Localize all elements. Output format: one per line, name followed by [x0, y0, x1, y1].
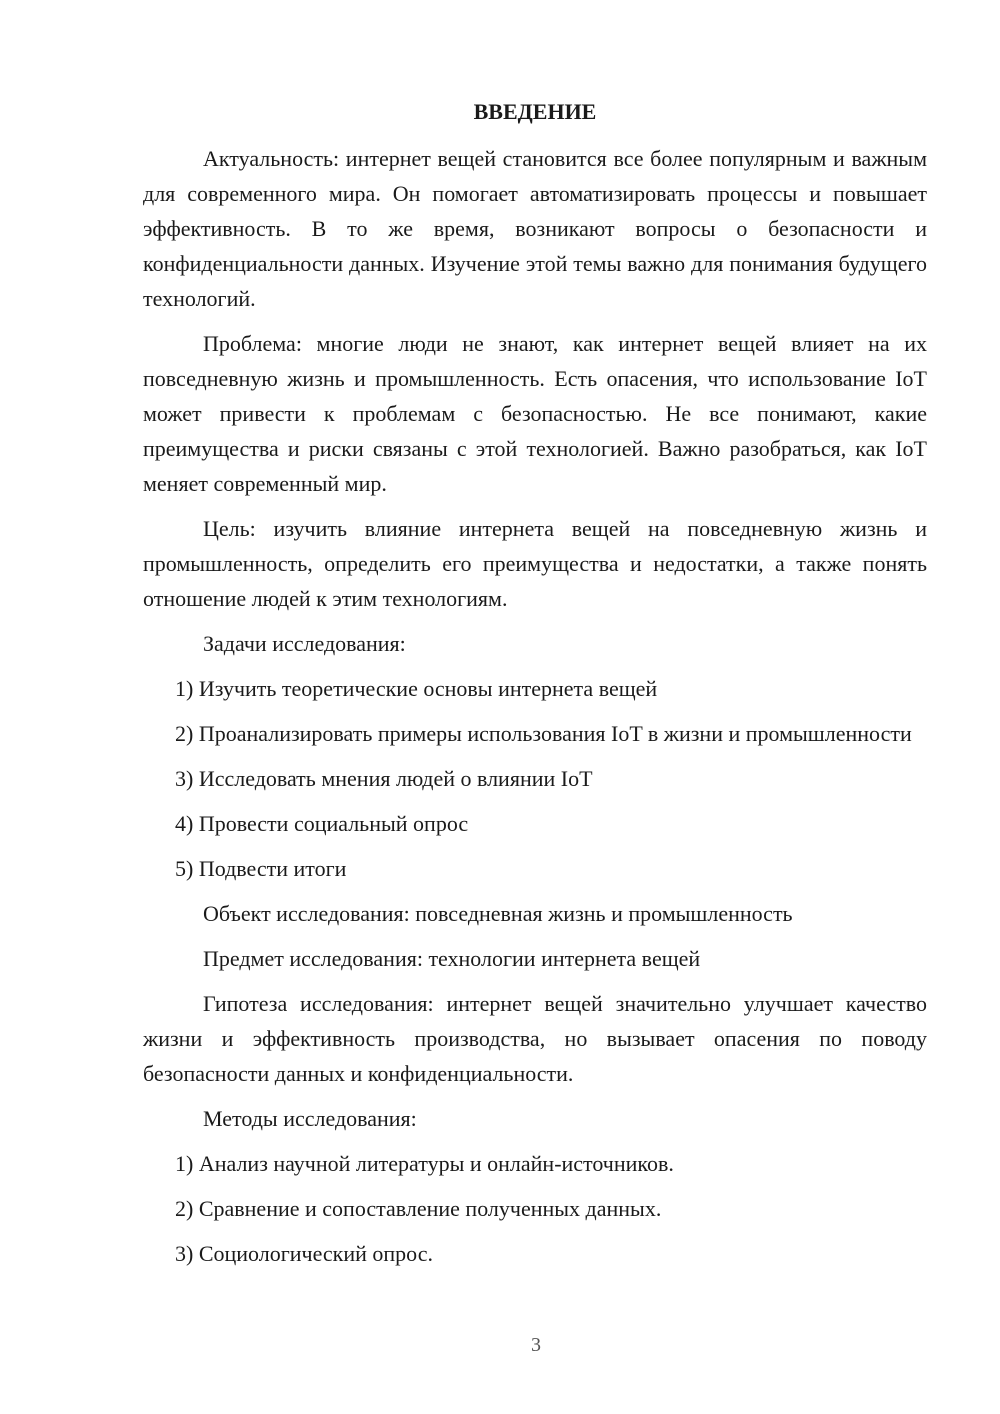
research-subject: Предмет исследования: технологии интернета вещей — [203, 946, 701, 971]
hypothesis-paragraph: Гипотеза исследования: интернет вещей значительно улучшает качество жизни и эффективность производства, но вызывает опасения по поводу безопасности данных и конфиденциальности. — [143, 991, 927, 1086]
tasks-heading: Задачи исследования: — [203, 631, 406, 656]
page-content — [143, 94, 927, 1281]
task-item: 4) Провести социальный опрос — [175, 811, 469, 836]
problem-paragraph: Проблема: многие люди не знают, как интернет вещей влияет на их повседневную жизнь и промышленность. Есть опасения, что использование IoT может привести к проблемам с безопасностью. Не все понимают, какие преимущества и риски связаны с этой технологией. Важно разобраться, как IoT меняет современный мир. — [143, 331, 927, 496]
method-item: 3) Социологический опрос. — [175, 1241, 433, 1266]
method-item: 1) Анализ научной литературы и онлайн-источников. — [175, 1151, 674, 1176]
task-item: 2) Проанализировать примеры использования IoT в жизни и промышленности — [175, 721, 912, 746]
research-object: Объект исследования: повседневная жизнь и промышленность — [203, 901, 793, 926]
task-item: 5) Подвести итоги — [175, 856, 347, 881]
method-item: 2) Сравнение и сопоставление полученных данных. — [175, 1196, 662, 1221]
task-item: 1) Изучить теоретические основы интернета вещей — [175, 676, 658, 701]
goal-paragraph: Цель: изучить влияние интернета вещей на повседневную жизнь и промышленность, определить его преимущества и недостатки, а также понять отношение людей к этим технологиям. — [143, 516, 927, 611]
page-title: ВВЕДЕНИЕ — [473, 99, 597, 124]
methods-heading: Методы исследования: — [203, 1106, 417, 1131]
task-item: 3) Исследовать мнения людей о влиянии IoT — [175, 766, 593, 791]
page-number: 3 — [531, 1334, 541, 1356]
relevance-paragraph: Актуальность: интернет вещей становится все более популярным и важным для современного мира. Он помогает автоматизировать процессы и повышает эффективность. В то же время, возникают вопросы о безопасности и конфиденциальности данных. Изучение этой темы важно для понимания будущего технологий. — [143, 146, 927, 311]
